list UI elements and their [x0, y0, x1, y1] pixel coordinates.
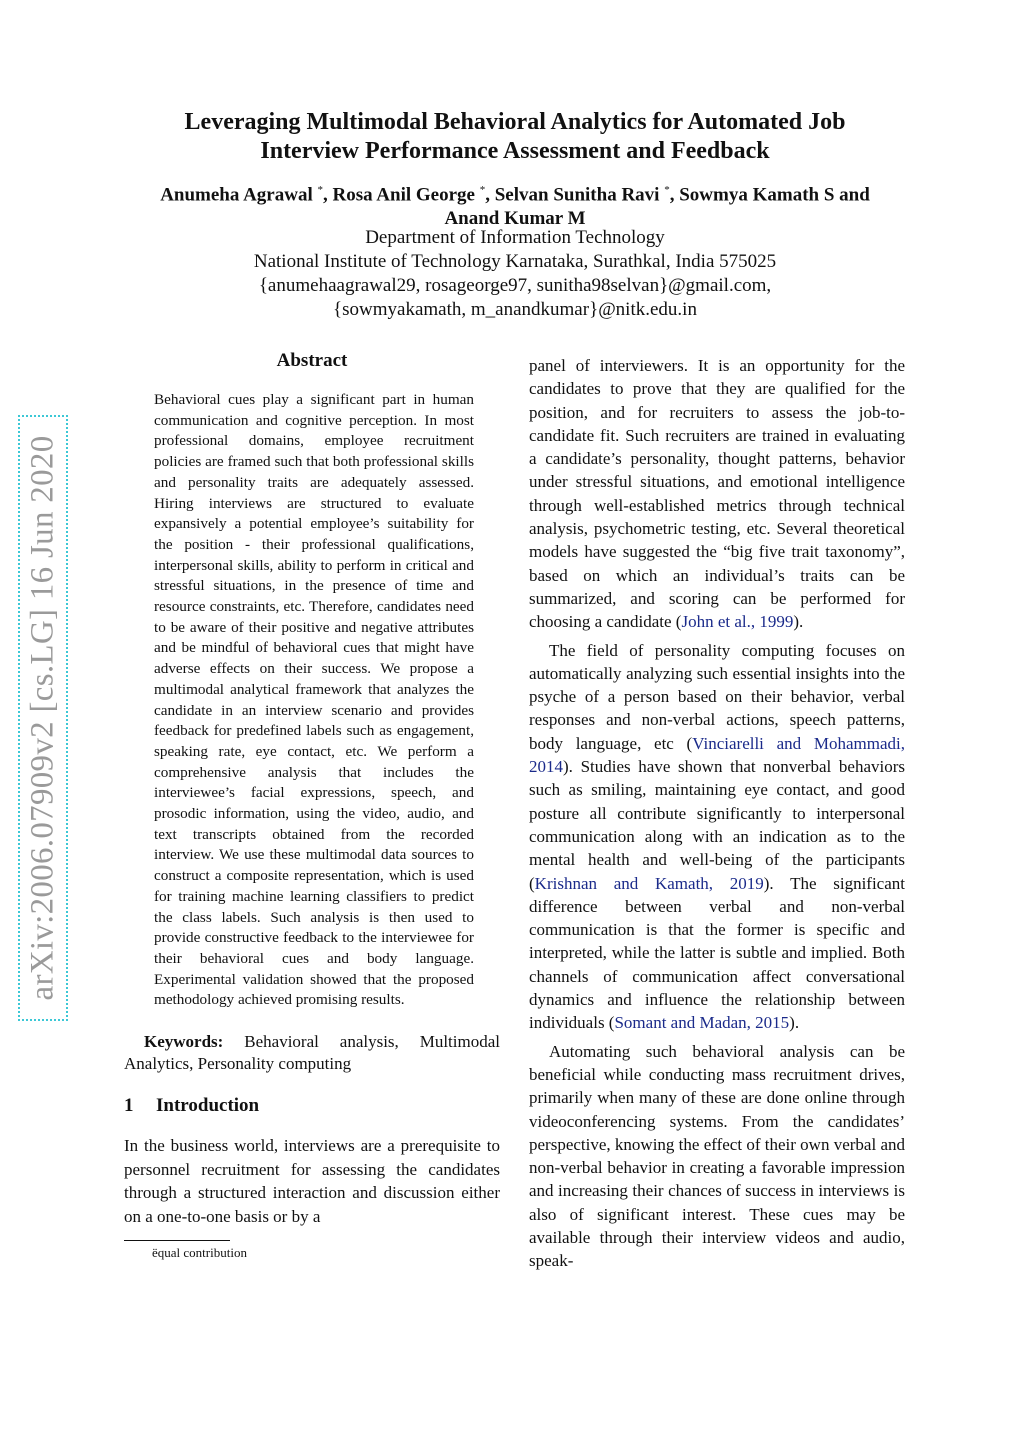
- section-number: 1: [124, 1095, 134, 1117]
- department: Department of Information Technology: [365, 227, 665, 248]
- left-column: [124, 350, 500, 1261]
- email-list: {sowmyakamath, m_anandkumar}@nitk.edu.in: [333, 299, 697, 320]
- equal-contribution-mark: *: [479, 184, 486, 196]
- equal-contribution-mark: *: [664, 184, 670, 196]
- author-name: Anand Kumar M: [444, 208, 586, 230]
- section-heading-introduction: [124, 1095, 500, 1117]
- abstract-heading: Abstract: [276, 350, 348, 371]
- institute: National Institute of Technology Karnataka, Surathkal, India 575025: [253, 251, 777, 272]
- citation-link[interactable]: Krishnan and Kamath, 2019: [534, 873, 764, 893]
- keywords-label: Keywords:: [144, 1032, 224, 1052]
- keywords-text: Behavioral analysis, Multimodal Analytics, Personality computing: [124, 1032, 500, 1074]
- author-name: Anumeha Agrawal: [160, 184, 313, 206]
- affiliation: [150, 226, 880, 322]
- email-list: {anumehaagrawal29, rosageorge97, sunitha98selvan}@gmail.com,: [258, 275, 772, 296]
- section-title: Introduction: [156, 1095, 260, 1117]
- author-name: Selvan Sunitha Ravi: [494, 184, 660, 206]
- footnote-rule: [124, 1240, 230, 1241]
- author-name: Rosa Anil George: [332, 184, 475, 206]
- introduction-paragraph: In the business world, interviews are a prerequisite to personnel recruitment for assessing the candidates through a structured interaction and discussion either on a one-to-one basis or by a: [124, 1136, 500, 1226]
- right-column: [529, 354, 905, 1273]
- citation-link[interactable]: John et al., 1999: [681, 612, 794, 632]
- arxiv-stamp: [18, 415, 68, 1021]
- citation-link[interactable]: Vinciarelli and Mohammadi, 2014: [529, 733, 905, 777]
- keywords: [124, 1031, 500, 1075]
- author-list: Anumeha Agrawal *, Rosa Anil George *, Selvan Sunitha Ravi *, Sowmya Kamath S and Anand Kumar M: [160, 184, 870, 230]
- paper-title: Leveraging Multimodal Behavioral Analytics for Automated Job Interview Performance Assessment and Feedback: [184, 109, 846, 164]
- paragraph: Automating such behavioral analysis can be beneficial while conducting mass recruitment drives, primarily when many of these are done online through videoconferencing systems. From the candidates’ perspective, knowing the effect of their own verbal and non-verbal behavior in creating a favorable impression and increasing their chances of success in interviews is also of significant interest. These cues may be available through their interview videos and audio, speak-: [529, 1041, 905, 1271]
- citation-link[interactable]: Somant and Madan, 2015: [614, 1013, 790, 1033]
- arxiv-stamp-text: arXiv:2006.07909v2 [cs.LG] 16 Jun 2020: [24, 435, 61, 1001]
- footnote: ëqual contribution: [152, 1245, 247, 1261]
- author-name: Sowmya Kamath S and: [679, 184, 870, 206]
- paragraph: The field of personality computing focuses on automatically analyzing such essential insights into the psyche of a person based on their behavior, verbal responses and non-verbal actions, speech patterns, body language, etc (Vinciarelli and Mohammadi, 2014). Studies have shown that nonverbal behaviors such as smiling, maintaining eye contact, and good posture all contribute significantly to interpersonal communication along with an indication as to the mental health and well-being of the participants (Krishnan and Kamath, 2019). The significant difference between verbal and non-verbal communication is that the former is specific and interpreted, while the latter is subtle and implied. Both channels of communication affect conversational dynamics and influence the relationship between individuals (Somant and Madan, 2015).: [529, 640, 905, 1033]
- equal-contribution-mark: *: [317, 184, 323, 196]
- paragraph: panel of interviewers. It is an opportunity for the candidates to prove that they are qualified for the position, and for recruiters to assess the job-to-candidate fit. Such recruiters are trained in evaluating a candidate’s personality, thought patterns, behavior under stressful situations, and emotional intelligence through well-established metrics through technical analysis, psychometric testing, etc. Several theoretical models have suggested the “big five trait taxonomy”, based on which an individual’s traits can be summarized, and scoring can be performed for choosing a candidate (John et al., 1999).: [529, 356, 905, 632]
- abstract-text: Behavioral cues play a significant part in human communication and cognitive perception. In most professional domains, employee recruitment policies are framed such that both professional skills and personality traits are adequately assessed. Hiring interviews are structured to evaluate expansively a potential employee’s suitability for the position - their professional qualifications, interpersonal skills, ability to perform in critical and stressful situations, in the presence of time and resource constraints, etc. Therefore, candidates need to be aware of their positive and negative attributes and be mindful of behavioral cues that might have adverse effects on their success. We propose a multimodal analytical framework that analyzes the candidate in an interview scenario and provides feedback for predefined labels such as engagement, speaking rate, eye contact, etc. We perform a comprehensive analysis that includes the interviewee’s facial expressions, speech, and prosodic information, using the video, audio, and text transcripts obtained from the recorded interview. We use these multimodal data sources to construct a composite representation, which is used for training machine learning classifiers to predict the class labels. Such analysis is then used to provide constructive feedback to the interviewee for their behavioral cues and body language. Experimental validation showed that the proposed methodology achieved promising results.: [154, 391, 474, 1009]
